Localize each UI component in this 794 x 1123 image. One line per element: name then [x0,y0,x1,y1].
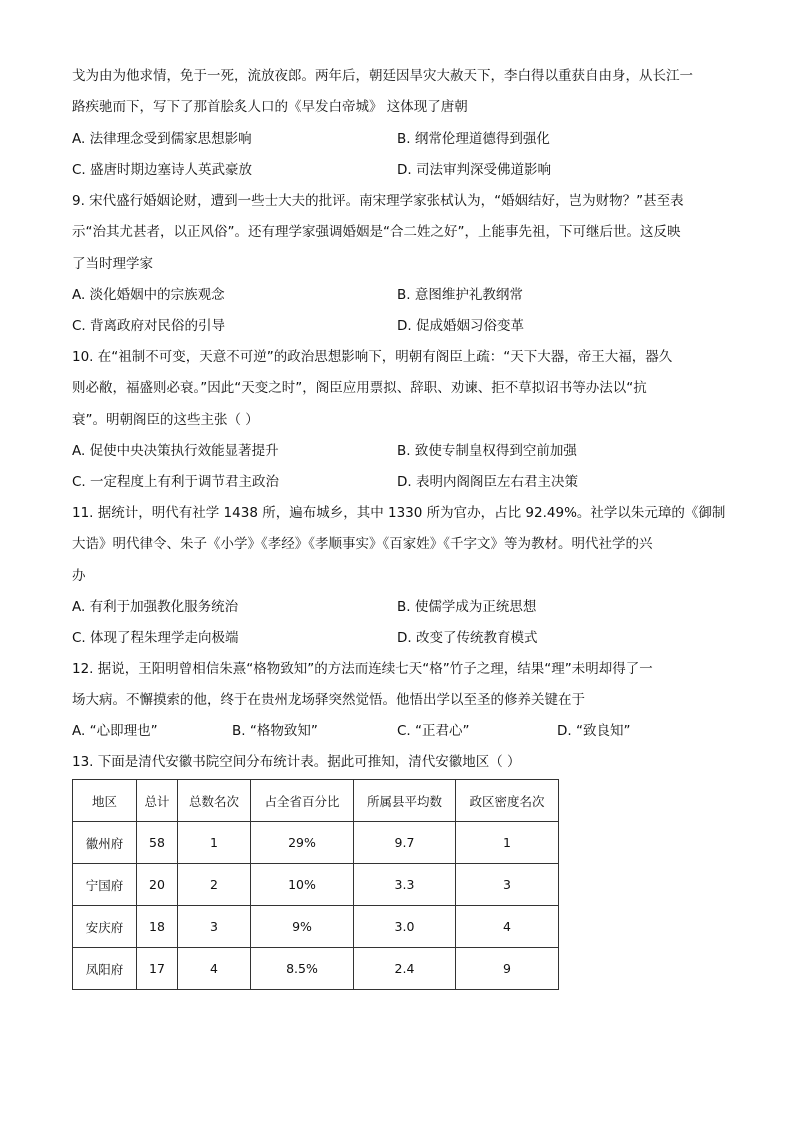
q11-option-b[interactable]: B. 使儒学成为正统思想 [397,599,537,615]
q10-option-a[interactable]: A. 促使中央决策执行效能显著提升 [72,443,279,459]
academy-distribution-table [72,779,559,990]
table-header-row [73,780,559,822]
q9-option-b[interactable]: B. 意图维护礼教纲常 [397,287,523,303]
q10-stem-line: 衰”。明朝阁臣的这些主张（ ） [72,412,259,428]
q11-option-d[interactable]: D. 改变了传统教育模式 [397,630,538,646]
q8-option-c[interactable]: C. 盛唐时期边塞诗人英武豪放 [72,162,253,178]
table-row [73,864,559,906]
table-cell: 3 [456,864,559,906]
table-header-cell: 占全省百分比 [251,780,354,822]
table-cell: 安庆府 [73,906,137,948]
table-cell: 宁国府 [73,864,137,906]
q9-option-c[interactable]: C. 背离政府对民俗的引导 [72,318,226,334]
table-cell: 29% [251,822,354,864]
q10-stem-line: 10. 在“祖制不可变，天意不可逆”的政治思想影响下，明朝有阁臣上疏：“天下大器，帝王大福，器久 [72,349,673,365]
q11-stem-line: 11. 据统计，明代有社学 1438 所，遍布城乡，其中 1330 所为官办，占比 92.49%。社学以朱元璋的《御制 [72,505,726,521]
table-cell: 17 [137,948,178,990]
table-header-cell: 政区密度名次 [456,780,559,822]
table-cell: 1 [456,822,559,864]
q8-stem-line: 路疾驰而下，写下了那首脍炙人口的《早发白帝城》 这体现了唐朝 [72,99,468,115]
q11-stem-line: 办 [72,568,86,584]
q11-stem-line: 大诰》明代律令、朱子《小学》《孝经》《孝顺事实》《百家姓》《千字文》等为教材。明代社学的兴 [72,536,653,552]
q11-option-a[interactable]: A. 有利于加强教化服务统治 [72,599,239,615]
table-cell: 18 [137,906,178,948]
table-row [73,822,559,864]
q9-option-d[interactable]: D. 促成婚姻习俗变革 [397,318,524,334]
table-cell: 9% [251,906,354,948]
q12-stem-line: 12. 据说，王阳明曾相信朱熹“格物致知”的方法而连续七天“格”竹子之理，结果“理”未明却得了一 [72,661,653,677]
table-cell: 9 [456,948,559,990]
q12-option-a[interactable]: A. “心即理也” [72,723,158,739]
table-cell: 58 [137,822,178,864]
table-row [73,948,559,990]
q12-option-b[interactable]: B. “格物致知” [232,723,318,739]
table-cell: 4 [456,906,559,948]
q9-stem-line: 9. 宋代盛行婚姻论财，遭到一些士大夫的批评。南宋理学家张栻认为，“婚姻结好，岂为财物？”甚至表 [72,193,684,209]
table-cell: 3.3 [354,864,456,906]
table-cell: 20 [137,864,178,906]
q12-option-c[interactable]: C. “正君心” [397,723,470,739]
q9-stem-line: 示“治其尤甚者，以正风俗”。还有理学家强调婚姻是“合二姓之好”，上能事先祖，下可继后世。这反映 [72,224,681,240]
table-cell: 10% [251,864,354,906]
q10-option-d[interactable]: D. 表明内阁阁臣左右君主决策 [397,474,578,490]
table-row [73,906,559,948]
q8-option-b[interactable]: B. 纲常伦理道德得到强化 [397,131,550,147]
table-header-cell: 总数名次 [178,780,251,822]
table-cell: 2 [178,864,251,906]
q10-option-c[interactable]: C. 一定程度上有利于调节君主政治 [72,474,280,490]
q13-stem: 13. 下面是清代安徽书院空间分布统计表。据此可推知，清代安徽地区（ ） [72,754,521,770]
table-cell: 徽州府 [73,822,137,864]
table-cell: 4 [178,948,251,990]
table-cell: 8.5% [251,948,354,990]
table-header-cell: 总计 [137,780,178,822]
q8-option-d[interactable]: D. 司法审判深受佛道影响 [397,162,551,178]
table-header-cell: 地区 [73,780,137,822]
q12-stem-line: 场大病。不懈摸索的他，终于在贵州龙场驿突然觉悟。他悟出学以至圣的修养关键在于 [72,692,585,708]
table-cell: 2.4 [354,948,456,990]
q8-option-a[interactable]: A. 法律理念受到儒家思想影响 [72,131,252,147]
q10-option-b[interactable]: B. 致使专制皇权得到空前加强 [397,443,577,459]
table-cell: 凤阳府 [73,948,137,990]
q9-stem-line: 了当时理学家 [72,256,153,272]
q12-option-d[interactable]: D. “致良知” [557,723,631,739]
q10-stem-line: 则必敝，福盛则必衰。”因此“天变之时”，阁臣应用票拟、辞职、劝谏、拒不草拟诏书等办法以“抗 [72,380,647,396]
q11-option-c[interactable]: C. 体现了程朱理学走向极端 [72,630,239,646]
q8-stem-line: 戈为由为他求情，免于一死，流放夜郎。两年后，朝廷因旱灾大赦天下，李白得以重获自由身，从长江一 [72,68,693,84]
table-cell: 1 [178,822,251,864]
table-cell: 3 [178,906,251,948]
table-header-cell: 所属县平均数 [354,780,456,822]
table-cell: 9.7 [354,822,456,864]
q9-option-a[interactable]: A. 淡化婚姻中的宗族观念 [72,287,225,303]
table-cell: 3.0 [354,906,456,948]
